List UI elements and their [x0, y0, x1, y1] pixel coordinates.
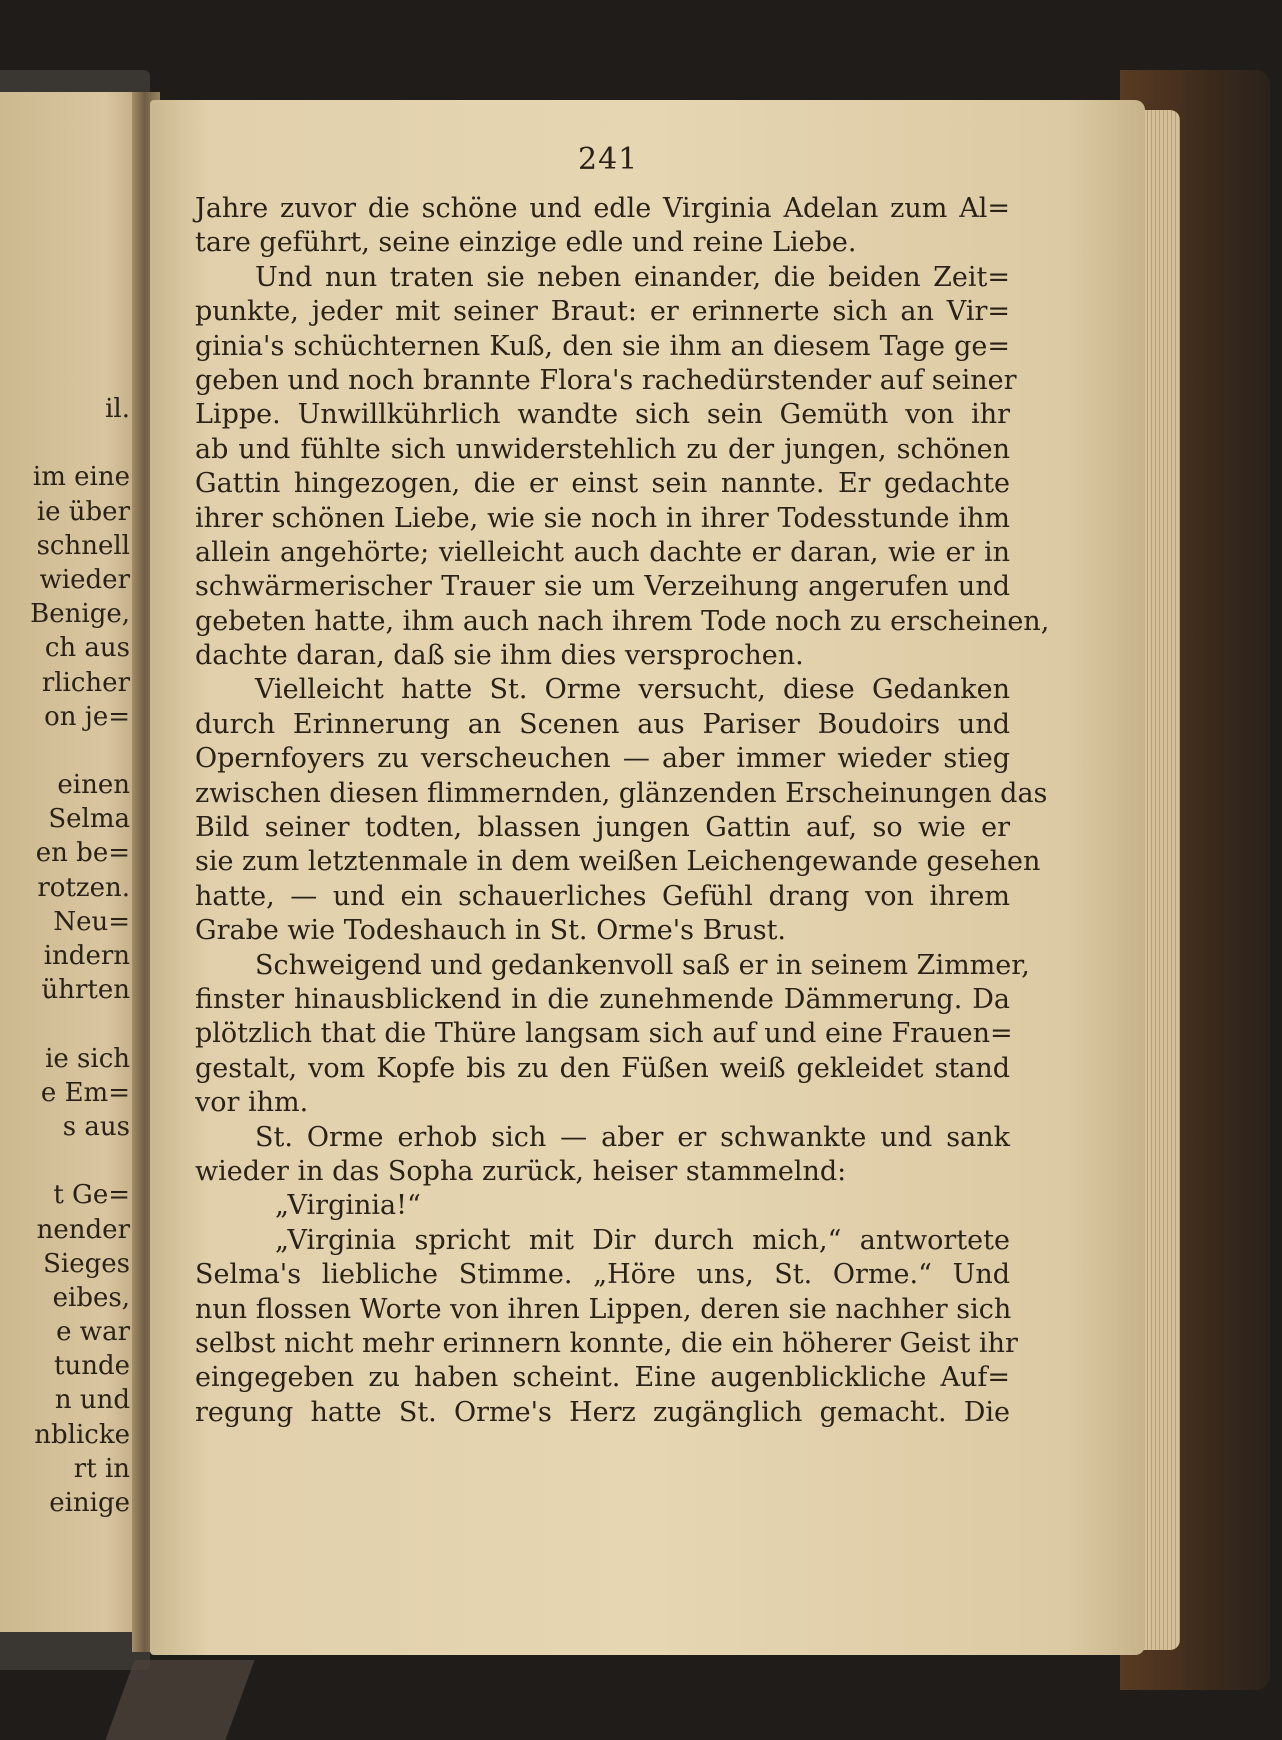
text-line: „Virginia!“: [275, 1190, 421, 1222]
left-page-line: Selma: [48, 804, 130, 835]
left-page-line: Sieges: [43, 1248, 130, 1279]
left-page-line: [30, 1144, 130, 1178]
left-page-line: rotzen.: [37, 872, 130, 903]
left-page-line: il.: [105, 394, 130, 424]
left-page-line: ie über: [36, 496, 130, 527]
left-page-line: rt in: [73, 1453, 130, 1484]
text-line: sie zum letztenmale in dem weißen Leichengewande gesehen: [195, 846, 1041, 878]
text-line: schwärmerischer Trauer sie um Verzeihung angerufen und: [195, 571, 1010, 603]
left-page-line: eibes,: [52, 1282, 130, 1313]
left-page-line: ie sich: [45, 1043, 130, 1074]
left-page-line: Benige,: [30, 599, 130, 630]
text-line: selbst nicht mehr erinnern konnte, die ein höherer Geist ihr: [195, 1327, 1018, 1359]
text-line: Selma's liebliche Stimme. „Höre uns, St. Orme.“ Und: [195, 1259, 1010, 1291]
left-page-line: wieder: [39, 564, 130, 595]
left-page-line: ührten: [41, 975, 130, 1006]
left-page-text: [30, 392, 130, 1520]
text-line: regung hatte St. Orme's Herz zugänglich gemacht. Die: [195, 1396, 1010, 1428]
text-line: Opernfoyers zu verscheuchen — aber immer wieder stieg: [195, 743, 1010, 775]
text-line: Lippe. Unwillkührlich wandte sich sein Gemüth von ihr: [195, 399, 1010, 431]
left-page-line: en be=: [35, 838, 130, 869]
text-line: nun flossen Worte von ihren Lippen, deren sie nachher sich: [195, 1293, 1012, 1325]
bookmark-ribbon: [105, 1660, 254, 1740]
left-page-line: einige: [49, 1488, 130, 1518]
text-line: ihrer schönen Liebe, wie sie noch in ihrer Todesstunde ihm: [195, 502, 1010, 534]
text-line: gebeten hatte, ihm auch nach ihrem Tode noch zu erscheinen,: [195, 605, 1050, 637]
left-page-line: nblicke: [34, 1419, 130, 1450]
page-edges: [1140, 110, 1180, 1650]
text-line: plötzlich that die Thüre langsam sich auf und eine Frauen=: [195, 1018, 1013, 1050]
left-page-line: schnell: [36, 530, 130, 561]
text-line: Bild seiner todten, blassen jungen Gattin auf, so wie er: [195, 812, 1010, 844]
text-line: dachte daran, daß sie ihm dies versprochen.: [195, 640, 804, 672]
text-line: Jahre zuvor die schöne und edle Virginia Adelan zum Al=: [195, 193, 1010, 224]
left-page-line: e Em=: [40, 1077, 130, 1108]
left-page-line: t Ge=: [53, 1180, 130, 1211]
text-line: hatte, — und ein schauerliches Gefühl drang von ihrem: [195, 880, 1010, 912]
text-line: Gattin hingezogen, die er einst sein nannte. Er gedachte: [195, 468, 1010, 500]
text-line: tare geführt, seine einzige edle und reine Liebe.: [195, 227, 857, 259]
left-page-line: rlicher: [41, 667, 130, 698]
text-line: Und nun traten sie neben einander, die beiden Zeit=: [255, 261, 1010, 293]
text-line: St. Orme erhob sich — aber er schwankte und sank: [255, 1121, 1010, 1153]
left-page-line: e war: [56, 1317, 130, 1348]
text-line: „Virginia spricht mit Dir durch mich,“ antwortete: [275, 1224, 1010, 1256]
left-page-line: nender: [36, 1214, 130, 1245]
text-line: ab und fühlte sich unwiderstehlich zu der jungen, schönen: [195, 433, 1010, 465]
left-page-line: ch aus: [44, 633, 130, 664]
text-line: wieder in das Sopha zurück, heiser stammelnd:: [195, 1155, 847, 1187]
left-page-line: einen: [57, 770, 130, 801]
left-page-line: indern: [43, 941, 130, 971]
left-page-line: Neu=: [53, 906, 130, 937]
left-page-line: n und: [54, 1385, 130, 1416]
left-page-line: on je=: [44, 701, 130, 732]
text-line: Schweigend und gedankenvoll saß er in seinem Zimmer,: [255, 949, 1030, 981]
text-line: durch Erinnerung an Scenen aus Pariser Boudoirs und: [195, 708, 1010, 740]
text-line: allein angehörte; vielleicht auch dachte er daran, wie er in: [195, 536, 1010, 568]
left-page-line: [30, 1007, 130, 1041]
text-line: ginia's schüchternen Kuß, den sie ihm an diesem Tage ge=: [195, 330, 1010, 362]
text-line: Vielleicht hatte St. Orme versucht, diese Gedanken: [255, 674, 1010, 706]
text-line: Grabe wie Todeshauch in St. Orme's Brust.: [195, 915, 787, 947]
page-number: 241: [578, 142, 639, 177]
text-line: finster hinausblickend in die zunehmende Dämmerung. Da: [195, 983, 1010, 1015]
page-body-text: [195, 192, 1050, 1430]
text-line: vor ihm.: [195, 1087, 309, 1119]
text-line: punkte, jeder mit seiner Braut: er erinnerte sich an Vir=: [195, 296, 1010, 328]
left-page: [0, 92, 150, 1632]
left-page-line: tunde: [54, 1351, 130, 1382]
left-page-line: [30, 426, 130, 460]
left-page-line: s aus: [62, 1111, 130, 1142]
text-line: eingegeben zu haben scheint. Eine augenblickliche Auf=: [195, 1362, 1010, 1394]
text-line: zwischen diesen flimmernden, glänzenden Erscheinungen das: [195, 777, 1048, 809]
left-page-line: [30, 734, 130, 768]
left-page-line: im eine: [32, 462, 130, 493]
text-line: gestalt, vom Kopfe bis zu den Füßen weiß gekleidet stand: [195, 1052, 1010, 1084]
text-line: geben und noch brannte Flora's rachedürstender auf seiner: [195, 364, 1017, 396]
